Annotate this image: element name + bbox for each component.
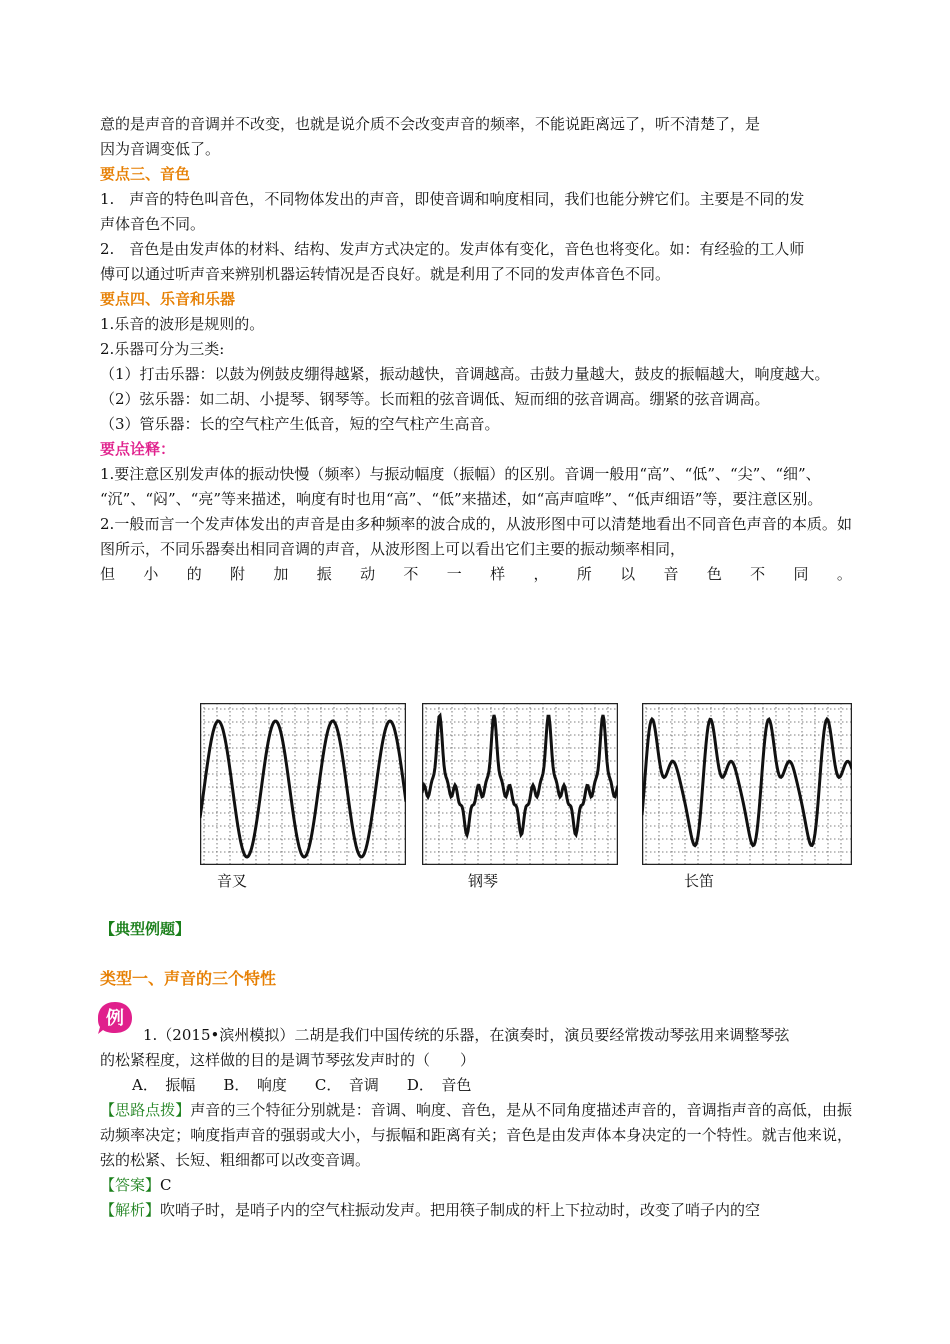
spread-char: 不: [403, 565, 419, 583]
section-3-item-2: 2. 音色是由发声体的材料、结构、发声方式决定的。发声体有变化，音色也将变化。如：有经验的工人师: [100, 240, 805, 258]
hint-paragraph: [100, 1098, 852, 1173]
waveform-flute: [642, 703, 852, 865]
spread-char: 色: [706, 565, 722, 583]
hint-tag: 【思路点拨】: [100, 1101, 191, 1119]
section-4-item-2: 2.乐器可分为三类:: [100, 340, 225, 358]
tuning-fork-wave-graphic: [200, 703, 406, 865]
example-badge-text: 例: [106, 1008, 124, 1029]
waveform-figure: [200, 703, 852, 865]
section-4-title: 要点四、乐音和乐器: [100, 290, 236, 308]
question-options: [100, 1073, 852, 1098]
section-3-item-1-cont: 声体音色不同。: [100, 215, 206, 233]
option-c[interactable]: C． 音调: [314, 1076, 379, 1094]
option-d[interactable]: D． 音色: [406, 1076, 472, 1094]
spread-char: 所: [576, 565, 592, 583]
spread-char: 加: [273, 565, 289, 583]
notes-item-2-spread: [100, 562, 852, 587]
notes-item-2: 2.一般而言一个发声体发出的声音是由多种频率的波合成的，从波形图中可以清楚地看出不同音色声音的本质。如图所示，不同乐器奏出相同音调的声音，从波形图上可以看出它们主要的振动频率相同，: [100, 515, 852, 558]
spread-char: 附: [230, 565, 246, 583]
spread-char: 同: [793, 565, 809, 583]
analysis-text: 吹哨子时，是哨子内的空气柱振动发声。把用筷子制成的杆上下拉动时，改变了哨子内的空: [160, 1201, 761, 1219]
section-3-item-2-cont: 傅可以通过听声音来辨别机器运转情况是否良好。就是利用了不同的发声体音色不同。: [100, 265, 671, 283]
spread-char: 但: [100, 565, 116, 583]
answer-tag: 【答案】: [100, 1176, 161, 1194]
spread-char: 一: [446, 565, 462, 583]
document-body: [100, 112, 852, 587]
question-stem-2: 的松紧程度，这样做的目的是调节琴弦发声时的（ ）: [100, 1051, 476, 1069]
section-3-title: 要点三、音色: [100, 165, 191, 183]
notes-title: 要点诠释：: [100, 440, 176, 458]
answer-paragraph: [100, 1173, 852, 1198]
flute-wave-graphic: [642, 703, 852, 865]
waveform-tuning-fork: [200, 703, 406, 865]
spread-char: 样: [490, 565, 506, 583]
spread-char: 。: [836, 565, 852, 583]
section-4-sub-1: （1）打击乐器：以鼓为例鼓皮绷得越紧，振动越快，音调越高。击鼓力量越大，鼓皮的振幅越大，响度越大。: [100, 365, 830, 383]
hint-text: 声音的三个特征分别就是：音调、响度、音色，是从不同角度描述声音的，音调指声音的高低，由振动频率决定；响度指声音的强弱或大小，与振幅和距离有关；音色是由发声体本身决定的一个特性。就吉他来说，弦的松紧、长短、粗细都可以改变音调。: [100, 1101, 852, 1169]
spread-char: 不: [750, 565, 766, 583]
intro-line-1: 意的是声音的音调并不改变，也就是说介质不会改变声音的频率，不能说距离远了，听不清楚了，是: [100, 115, 761, 133]
spread-char: ，: [533, 565, 549, 583]
spread-char: 小: [143, 565, 159, 583]
notes-item-1-cont: “沉”、“闷”、“亮”等来描述，响度有时也用“高”、“低”来描述，如“高声喧哗”、“低声细语”等，要注意区别。: [100, 490, 823, 508]
answer-text: C: [160, 1176, 172, 1194]
wave-label-tuning-fork: 音叉: [217, 872, 248, 890]
spread-char: 音: [663, 565, 679, 583]
spread-char: 的: [186, 565, 202, 583]
analysis-tag: 【解析】: [100, 1201, 161, 1219]
question-stem-1: 1.（2015•滨州模拟）二胡是我们中国传统的乐器，在演奏时，演员要经常拨动琴弦用来调整琴弦: [143, 1026, 790, 1044]
option-a[interactable]: A． 振幅: [132, 1076, 196, 1094]
section-3-item-1: 1. 声音的特色叫音色，不同物体发出的声音，即使音调和响度相同，我们也能分辨它们。主要是不同的发: [100, 190, 805, 208]
question-1: [100, 1023, 852, 1223]
typical-examples-title: 【典型例题】: [100, 920, 191, 938]
section-4-sub-2: （2）弦乐器：如二胡、小提琴、钢琴等。长而粗的弦音调低、短而细的弦音调高。绷紧的弦音调高。: [100, 390, 770, 408]
spread-char: 振: [316, 565, 332, 583]
spread-char: 以: [620, 565, 636, 583]
piano-wave-graphic: [422, 703, 618, 865]
waveform-piano: [422, 703, 618, 865]
spread-char: 动: [360, 565, 376, 583]
intro-line-2: 因为音调变低了。: [100, 140, 221, 158]
wave-label-piano: 钢琴: [468, 872, 499, 890]
option-b[interactable]: B． 响度: [223, 1076, 287, 1094]
type-1-title: 类型一、声音的三个特性: [100, 969, 277, 988]
section-4-item-1: 1.乐音的波形是规则的。: [100, 315, 265, 333]
section-4-sub-3: （3）管乐器：长的空气柱产生低音，短的空气柱产生高音。: [100, 415, 500, 433]
wave-label-flute: 长笛: [684, 872, 715, 890]
notes-item-1: 1.要注意区别发声体的振动快慢（频率）与振动幅度（振幅）的区别。音调一般用“高”、“低”、“尖”、“细”、: [100, 465, 821, 483]
analysis-paragraph: [100, 1198, 852, 1223]
